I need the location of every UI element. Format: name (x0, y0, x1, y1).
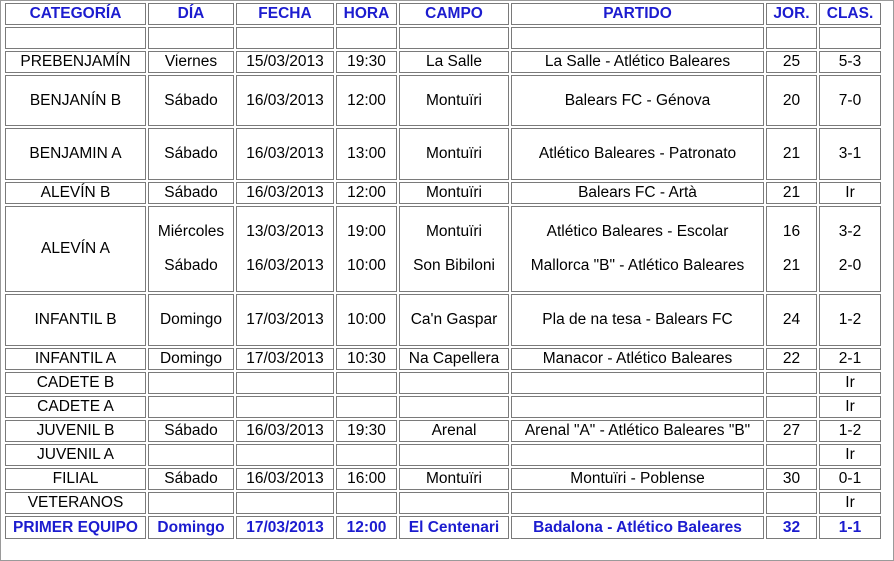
cell-clasificacion: Ir (819, 444, 881, 466)
cell-fecha: 16/03/2013 (236, 128, 334, 180)
cell-campo (399, 444, 509, 466)
cell-dia: Viernes (148, 51, 234, 73)
cell-partido: Balears FC - Génova (511, 75, 764, 126)
cell-categoria: JUVENIL A (5, 444, 146, 466)
cell-categoria: CADETE B (5, 372, 146, 394)
cell-categoria: PRIMER EQUIPO (5, 516, 146, 539)
cell-clasificacion: 1-2 (819, 420, 881, 442)
header-categoria: CATEGORÍA (5, 3, 146, 25)
cell-partido: Badalona - Atlético Baleares (511, 516, 764, 539)
dia-line-2: Sábado (164, 257, 218, 274)
header-hora: HORA (336, 3, 397, 25)
cell-dia (148, 27, 234, 49)
match-schedule-table (3, 1, 883, 541)
cell-fecha (236, 27, 334, 49)
cell-dia (148, 206, 234, 292)
cell-clasificacion: Ir (819, 182, 881, 204)
cell-jornada: 21 (766, 128, 817, 180)
cell-categoria (5, 27, 146, 49)
cell-fecha (236, 444, 334, 466)
cell-fecha: 16/03/2013 (236, 420, 334, 442)
cell-campo: Montuïri (399, 128, 509, 180)
header-fecha: FECHA (236, 3, 334, 25)
table-row-cadete-a (5, 396, 881, 418)
cell-jornada: 32 (766, 516, 817, 539)
cell-hora: 16:00 (336, 468, 397, 490)
cell-categoria: ALEVÍN B (5, 182, 146, 204)
cell-clasificacion: 7-0 (819, 75, 881, 126)
clas-line-1: 3-2 (838, 223, 862, 240)
cell-partido (511, 492, 764, 514)
table-row-alevin-a (5, 206, 881, 292)
cell-jornada: 22 (766, 348, 817, 370)
cell-jornada: 25 (766, 51, 817, 73)
cell-hora (336, 492, 397, 514)
cell-fecha: 17/03/2013 (236, 348, 334, 370)
cell-partido (511, 444, 764, 466)
cell-jornada (766, 27, 817, 49)
cell-hora: 13:00 (336, 128, 397, 180)
cell-campo (399, 396, 509, 418)
cell-categoria: BENJAMIN A (5, 128, 146, 180)
cell-categoria: INFANTIL A (5, 348, 146, 370)
cell-clasificacion: 1-1 (819, 516, 881, 539)
cell-dia: Sábado (148, 182, 234, 204)
cell-fecha (236, 206, 334, 292)
cell-fecha: 17/03/2013 (236, 516, 334, 539)
cell-fecha: 16/03/2013 (236, 468, 334, 490)
campo-line-2: Son Bibiloni (413, 257, 495, 274)
cell-partido (511, 27, 764, 49)
table-row-prebenjamin (5, 51, 881, 73)
cell-fecha: 16/03/2013 (236, 182, 334, 204)
cell-hora (336, 396, 397, 418)
cell-dia: Sábado (148, 75, 234, 126)
cell-dia (148, 444, 234, 466)
cell-clasificacion (819, 27, 881, 49)
table-row-cadete-b (5, 372, 881, 394)
hora-line-1: 19:00 (347, 223, 386, 240)
cell-clasificacion: Ir (819, 492, 881, 514)
cell-partido: Manacor - Atlético Baleares (511, 348, 764, 370)
cell-hora (336, 444, 397, 466)
hora-line-2: 10:00 (347, 257, 386, 274)
table-row-juvenil-a (5, 444, 881, 466)
cell-fecha: 15/03/2013 (236, 51, 334, 73)
cell-dia: Sábado (148, 468, 234, 490)
cell-hora: 19:30 (336, 420, 397, 442)
table-row-veteranos (5, 492, 881, 514)
cell-hora: 12:00 (336, 182, 397, 204)
cell-categoria: ALEVÍN A (5, 206, 146, 292)
cell-campo: La Salle (399, 51, 509, 73)
cell-partido: La Salle - Atlético Baleares (511, 51, 764, 73)
cell-campo (399, 27, 509, 49)
cell-partido: Montuïri - Poblense (511, 468, 764, 490)
cell-partido (511, 206, 764, 292)
cell-jornada (766, 396, 817, 418)
table-row-juvenil-b (5, 420, 881, 442)
cell-fecha: 17/03/2013 (236, 294, 334, 346)
cell-dia: Domingo (148, 294, 234, 346)
campo-line-1: Montuïri (426, 223, 482, 240)
cell-categoria: INFANTIL B (5, 294, 146, 346)
cell-clasificacion: Ir (819, 372, 881, 394)
cell-campo: Montuïri (399, 75, 509, 126)
cell-partido (511, 372, 764, 394)
cell-hora: 10:30 (336, 348, 397, 370)
cell-hora: 12:00 (336, 75, 397, 126)
cell-fecha (236, 372, 334, 394)
table-row-alevin-b (5, 182, 881, 204)
cell-categoria: VETERANOS (5, 492, 146, 514)
cell-dia (148, 372, 234, 394)
cell-jornada: 24 (766, 294, 817, 346)
cell-categoria: JUVENIL B (5, 420, 146, 442)
cell-fecha: 16/03/2013 (236, 75, 334, 126)
cell-partido: Atlético Baleares - Patronato (511, 128, 764, 180)
cell-categoria: FILIAL (5, 468, 146, 490)
cell-campo (399, 206, 509, 292)
header-partido: PARTIDO (511, 3, 764, 25)
header-campo: CAMPO (399, 3, 509, 25)
cell-partido: Balears FC - Artà (511, 182, 764, 204)
cell-campo: Na Capellera (399, 348, 509, 370)
cell-categoria: PREBENJAMÍN (5, 51, 146, 73)
header-dia: DÍA (148, 3, 234, 25)
cell-clasificacion: 2-1 (819, 348, 881, 370)
fecha-line-2: 16/03/2013 (246, 257, 324, 274)
cell-dia: Sábado (148, 420, 234, 442)
jornada-line-1: 16 (782, 223, 801, 240)
clas-line-2: 2-0 (838, 257, 862, 274)
cell-dia (148, 396, 234, 418)
cell-clasificacion: 1-2 (819, 294, 881, 346)
table-row-filial (5, 468, 881, 490)
cell-categoria: CADETE A (5, 396, 146, 418)
table-row-empty (5, 27, 881, 49)
cell-clasificacion: 5-3 (819, 51, 881, 73)
table-row-benjamin-a (5, 128, 881, 180)
table-row-infantil-b (5, 294, 881, 346)
cell-hora: 12:00 (336, 516, 397, 539)
header-clasificacion: CLAS. (819, 3, 881, 25)
cell-hora: 10:00 (336, 294, 397, 346)
cell-hora: 19:30 (336, 51, 397, 73)
cell-jornada: 20 (766, 75, 817, 126)
cell-clasificacion (819, 206, 881, 292)
fecha-line-1: 13/03/2013 (246, 223, 324, 240)
cell-dia: Domingo (148, 516, 234, 539)
header-row (5, 3, 881, 25)
cell-jornada (766, 372, 817, 394)
cell-clasificacion: Ir (819, 396, 881, 418)
partido-line-1: Atlético Baleares - Escolar (546, 223, 729, 240)
cell-dia: Domingo (148, 348, 234, 370)
cell-hora (336, 372, 397, 394)
cell-campo: Montuïri (399, 468, 509, 490)
cell-hora (336, 206, 397, 292)
cell-clasificacion: 0-1 (819, 468, 881, 490)
cell-dia: Sábado (148, 128, 234, 180)
cell-campo: Ca'n Gaspar (399, 294, 509, 346)
table-row-benjamin-b (5, 75, 881, 126)
cell-campo (399, 372, 509, 394)
jornada-line-2: 21 (782, 257, 801, 274)
cell-fecha (236, 492, 334, 514)
cell-campo: Montuïri (399, 182, 509, 204)
cell-jornada: 30 (766, 468, 817, 490)
partido-line-2: Mallorca "B" - Atlético Baleares (530, 257, 745, 274)
table-row-infantil-a (5, 348, 881, 370)
cell-jornada (766, 444, 817, 466)
cell-partido: Arenal "A" - Atlético Baleares "B" (511, 420, 764, 442)
header-jornada: JOR. (766, 3, 817, 25)
table-row-primer-equipo (5, 516, 881, 539)
cell-categoria: BENJANÍN B (5, 75, 146, 126)
cell-jornada (766, 492, 817, 514)
cell-dia (148, 492, 234, 514)
cell-jornada: 21 (766, 182, 817, 204)
cell-jornada (766, 206, 817, 292)
cell-hora (336, 27, 397, 49)
cell-fecha (236, 396, 334, 418)
cell-campo (399, 492, 509, 514)
cell-partido: Pla de na tesa - Balears FC (511, 294, 764, 346)
cell-campo: Arenal (399, 420, 509, 442)
cell-clasificacion: 3-1 (819, 128, 881, 180)
dia-line-1: Miércoles (157, 223, 225, 240)
cell-partido (511, 396, 764, 418)
cell-campo: El Centenari (399, 516, 509, 539)
cell-jornada: 27 (766, 420, 817, 442)
